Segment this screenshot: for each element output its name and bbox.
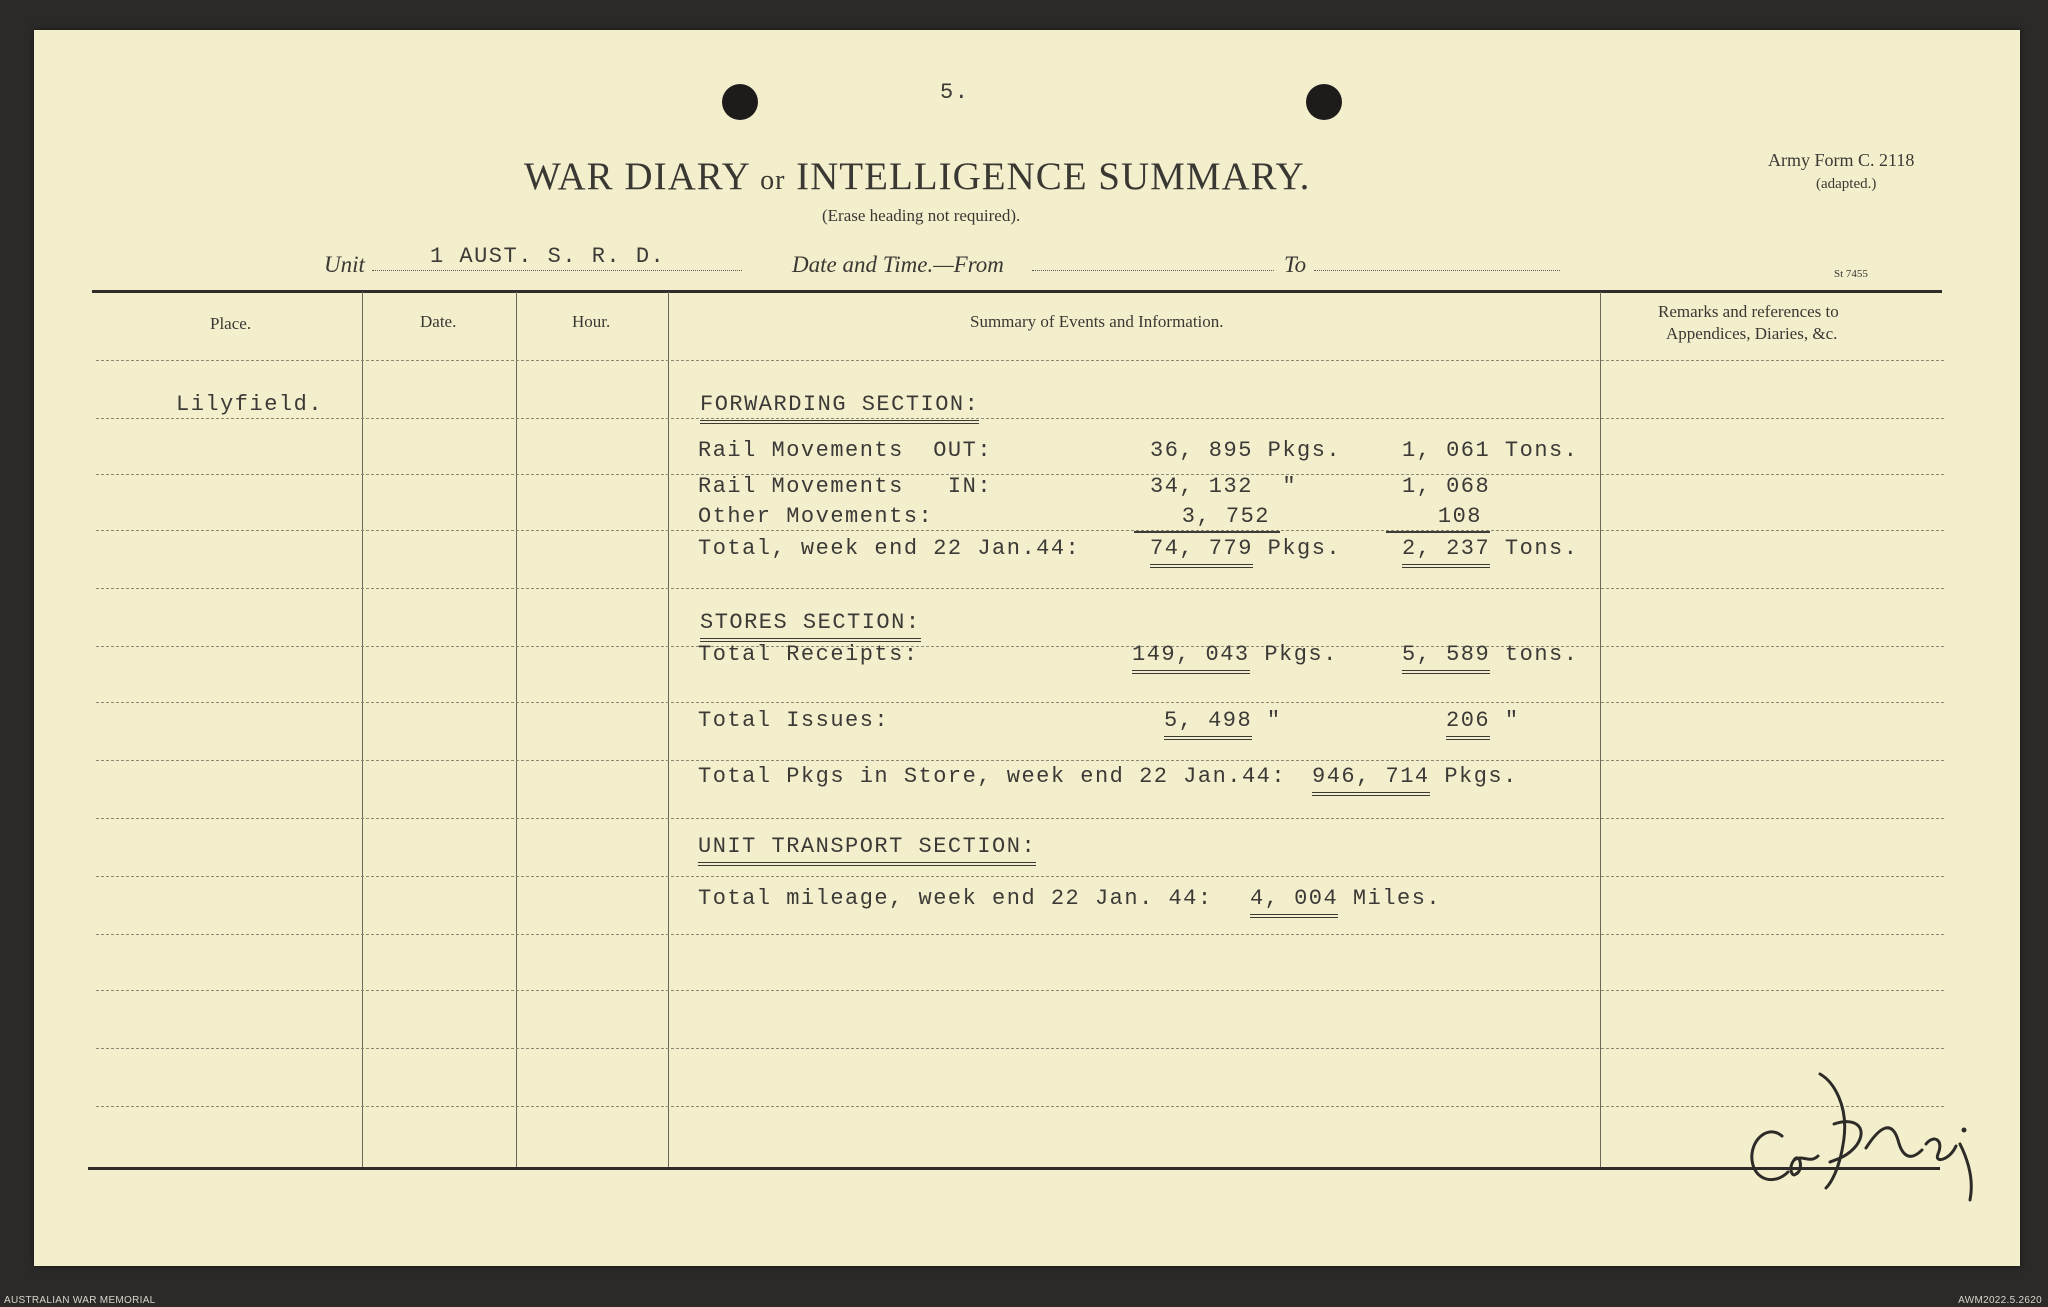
- from-dotted-line: [1032, 270, 1274, 271]
- table-bottom-rule: [88, 1167, 1940, 1170]
- stores-in-store-label: Total Pkgs in Store, week end 22 Jan.44:: [698, 764, 1287, 789]
- title-war-diary: WAR DIARY: [524, 155, 750, 198]
- transport-mileage-value: [1250, 886, 1441, 911]
- forwarding-heading-text: FORWARDING SECTION:: [700, 392, 979, 424]
- forwarding-row-tons: [1386, 504, 1490, 533]
- stores-issues-tons-unit: ": [1504, 708, 1520, 733]
- stores-receipts-pkgs-unit: Pkgs.: [1264, 642, 1338, 667]
- stores-heading-text: STORES SECTION:: [700, 610, 921, 642]
- stores-issues-label: Total Issues:: [698, 708, 890, 733]
- ruled-line: [96, 474, 1944, 475]
- forwarding-total-tons-number: 2, 237: [1402, 536, 1490, 568]
- title-or: or: [760, 165, 786, 196]
- date-time-label: Date and Time.—From: [792, 252, 1004, 277]
- ruled-line: [96, 760, 1944, 761]
- page-title: [524, 154, 1310, 199]
- ruled-line: [96, 418, 1944, 419]
- forwarding-row-label: Rail Movements IN:: [698, 474, 993, 499]
- to-dotted-line: [1314, 270, 1560, 271]
- stores-issues-tons: [1446, 708, 1520, 733]
- ruled-line: [96, 1106, 1944, 1107]
- ruled-line: [96, 530, 1944, 531]
- column-header-remarks-1: Remarks and references to: [1658, 302, 1839, 321]
- punch-hole-right: [1306, 84, 1342, 120]
- forwarding-row-label: Other Movements:: [698, 504, 934, 529]
- footer-archive-ref: AWM2022.5.2620: [1958, 1295, 2042, 1306]
- page-number: 5.: [940, 80, 970, 105]
- transport-mileage-unit: Miles.: [1352, 886, 1442, 911]
- forwarding-row-pkgs: [1134, 504, 1280, 533]
- form-stock-code: St 7455: [1834, 268, 1868, 280]
- column-header-hour: Hour.: [572, 312, 611, 331]
- stores-issues-pkgs: [1164, 708, 1282, 733]
- place-value: Lilyfield.: [176, 392, 324, 417]
- ruled-line: [96, 990, 1944, 991]
- stores-receipts-tons-unit: tons.: [1504, 642, 1579, 667]
- unit-label: Unit: [324, 252, 365, 277]
- column-header-date: Date.: [420, 312, 457, 331]
- stores-issues-tons-number: 206: [1446, 708, 1490, 740]
- forwarding-total-tons-unit: Tons.: [1504, 536, 1579, 561]
- column-header-summary: Summary of Events and Information.: [970, 312, 1224, 331]
- forwarding-row-tons: 1, 068: [1402, 474, 1491, 499]
- forwarding-other-pkgs: 3, 752: [1181, 504, 1270, 529]
- forwarding-row-pkgs: 34, 132 ": [1150, 474, 1298, 499]
- stores-in-store-unit: Pkgs.: [1444, 764, 1518, 789]
- forwarding-row-pkgs: 36, 895 Pkgs.: [1150, 438, 1342, 463]
- forwarding-row-tons: 1, 061 Tons.: [1402, 438, 1579, 463]
- transport-mileage-number: 4, 004: [1250, 886, 1338, 918]
- stores-in-store-value: [1312, 764, 1518, 789]
- ruled-line: [96, 646, 1944, 647]
- forwarding-section-heading: [700, 392, 979, 417]
- ruled-line: [96, 360, 1944, 361]
- ruled-line: [96, 934, 1944, 935]
- unit-dotted-line: [372, 270, 742, 271]
- ruled-line: [96, 876, 1944, 877]
- column-divider-hour: [668, 292, 669, 1167]
- handwritten-signature: [1738, 1060, 1998, 1220]
- column-divider-date: [516, 292, 517, 1167]
- page-subtitle: (Erase heading not required).: [822, 206, 1021, 225]
- transport-heading-text: UNIT TRANSPORT SECTION:: [698, 834, 1036, 866]
- army-form-label: Army Form C. 2118: [1768, 150, 1915, 170]
- column-header-remarks-2: Appendices, Diaries, &c.: [1666, 324, 1838, 343]
- stores-in-store-number: 946, 714: [1312, 764, 1430, 796]
- forwarding-total-pkgs-number: 74, 779: [1150, 536, 1253, 568]
- unit-value: 1 AUST. S. R. D.: [430, 244, 666, 269]
- to-label: To: [1284, 252, 1307, 277]
- stores-issues-pkgs-unit: ": [1266, 708, 1282, 733]
- transport-section-heading: [698, 834, 1036, 859]
- transport-mileage-label: Total mileage, week end 22 Jan. 44:: [698, 886, 1213, 911]
- stores-receipts-pkgs-number: 149, 043: [1132, 642, 1250, 674]
- stores-receipts-pkgs: [1132, 642, 1338, 667]
- forwarding-row-label: Rail Movements OUT:: [698, 438, 993, 463]
- stores-issues-pkgs-number: 5, 498: [1164, 708, 1252, 740]
- ruled-line: [96, 702, 1944, 703]
- forwarding-total-tons: [1402, 536, 1578, 561]
- ruled-line: [96, 818, 1944, 819]
- table-top-rule: [92, 290, 1942, 293]
- column-header-place: Place.: [210, 314, 252, 333]
- column-divider-summary: [1600, 292, 1601, 1167]
- stores-receipts-tons-number: 5, 589: [1402, 642, 1490, 674]
- forwarding-total-label: Total, week end 22 Jan.44:: [698, 536, 1081, 561]
- ruled-line: [96, 1048, 1944, 1049]
- army-form-sub: (adapted.): [1816, 176, 1877, 192]
- stores-receipts-label: Total Receipts:: [698, 642, 919, 667]
- ruled-line: [96, 588, 1944, 589]
- forwarding-total-pkgs-unit: Pkgs.: [1267, 536, 1342, 561]
- column-divider-place: [362, 292, 363, 1167]
- stores-section-heading: [700, 610, 921, 635]
- punch-hole-left: [722, 84, 758, 120]
- stores-receipts-tons: [1402, 642, 1578, 667]
- diary-sheet: [34, 30, 2020, 1266]
- footer-archive-name: AUSTRALIAN WAR MEMORIAL: [4, 1295, 156, 1306]
- forwarding-other-tons: 108: [1437, 504, 1482, 529]
- title-intelligence-summary: INTELLIGENCE SUMMARY.: [796, 155, 1311, 198]
- forwarding-total-pkgs: [1150, 536, 1341, 561]
